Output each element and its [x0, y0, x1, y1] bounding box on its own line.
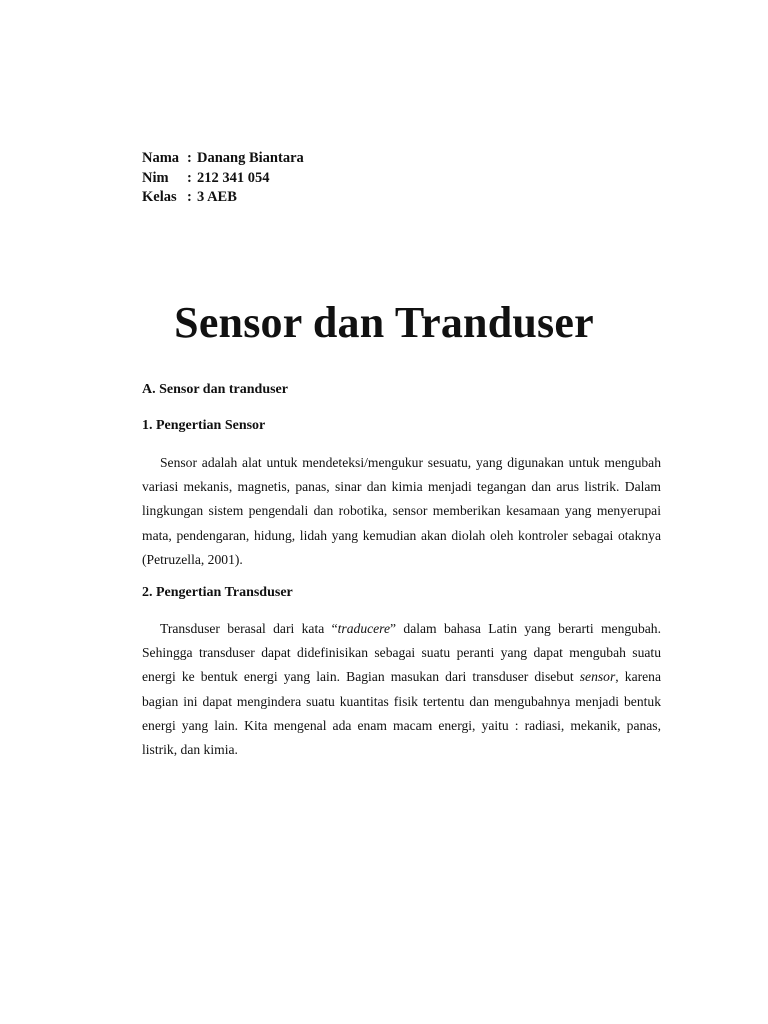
paragraph-text: Transduser berasal dari kata “	[160, 621, 338, 636]
identity-separator: :	[187, 169, 192, 186]
identity-value-class: 3 AEB	[197, 189, 237, 205]
latin-term: traducere	[337, 621, 390, 636]
sensor-term: sensor	[579, 669, 616, 685]
identity-label: Kelas	[142, 189, 177, 205]
paragraph-text: ” dalam bahasa Latin yang berarti mengubah. Sehingga transduser dapat didefinisikan sebagai suatu peranti yang dapat mengubah suatu energi ke bentuk energi yang lain. Bagian masukan dari transduser disebut	[142, 621, 661, 685]
identity-row-kelas	[142, 188, 304, 208]
identity-value-nim: 212 341 054	[197, 169, 270, 186]
identity-value-name: Danang Biantara	[197, 150, 304, 166]
document-title: Sensor dan Tranduser	[174, 298, 594, 347]
identity-row-nim	[142, 169, 304, 189]
paragraph-transducer-definition	[142, 617, 661, 762]
section-heading-a: A. Sensor dan tranduser	[142, 382, 288, 397]
identity-separator: :	[187, 189, 192, 205]
paragraph-text: , karena bagian ini dapat mengindera suatu kuantitas fisik tertentu dan mengubahnya menjadi bentuk energi yang lain. Kita mengenal ada enam macam energi, yaitu : radiasi, mekanik, panas, listrik, dan kimia.	[142, 669, 661, 758]
identity-label: Nim	[142, 169, 169, 186]
identity-row-nama	[142, 149, 304, 169]
identity-separator: :	[187, 150, 192, 166]
student-identity-block	[142, 149, 304, 208]
subsection-heading-sensor: 1. Pengertian Sensor	[142, 418, 266, 433]
paragraph-sensor-definition: Sensor adalah alat untuk mendeteksi/mengukur sesuatu, yang digunakan untuk mengubah variasi mekanis, magnetis, panas, sinar dan kimia menjadi tegangan dan arus listrik. Dalam lingkungan sistem pengendali dan robotika, sensor memberikan kesamaan yang menyerupai mata, pendengaran, hidung, lidah yang kemudian akan diolah oleh kontroler sebagai otaknya (Petruzella, 2001).	[142, 455, 661, 567]
identity-label: Nama	[142, 150, 180, 166]
subsection-heading-transducer: 2. Pengertian Transduser	[142, 585, 293, 600]
